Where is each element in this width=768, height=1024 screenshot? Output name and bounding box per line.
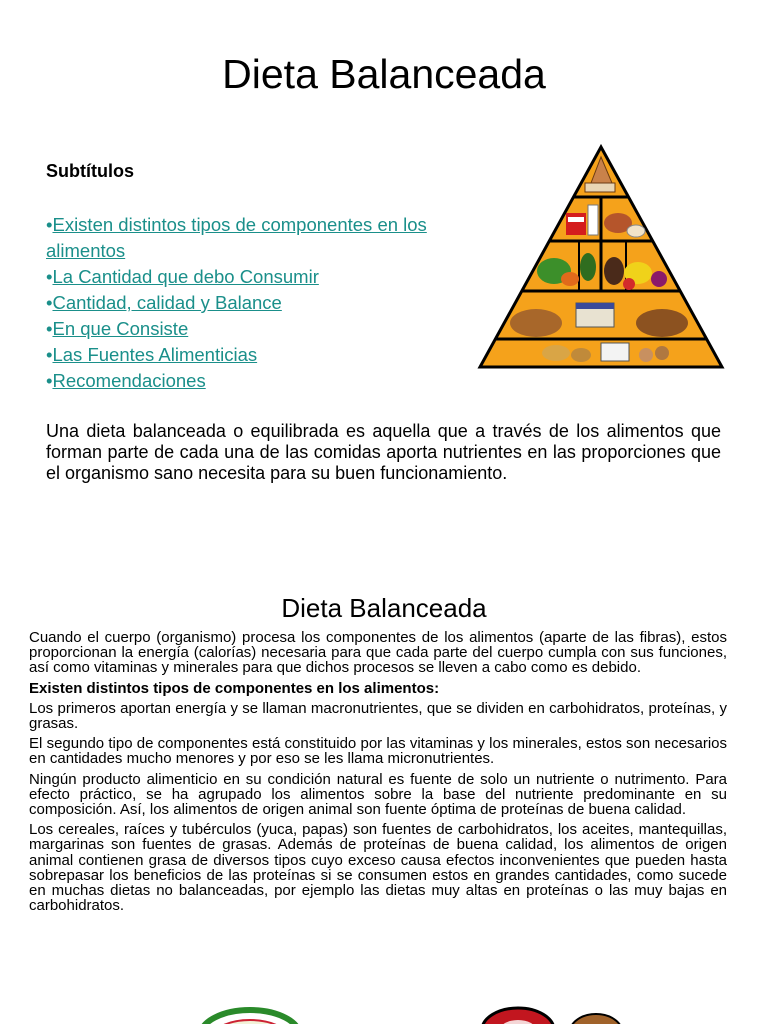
- bullet: •: [46, 266, 53, 287]
- bullet: •: [46, 344, 53, 365]
- meat-image: [478, 1000, 628, 1024]
- intro-paragraph: Una dieta balanceada o equilibrada es aquella que a través de los alimentos que forman parte de cada una de las comidas aporta nutrientes en las proporciones que el organismo sano necesita para su buen funcionamiento.: [46, 421, 721, 483]
- food-wheel-image: [198, 1004, 303, 1024]
- link-fuentes[interactable]: Las Fuentes Alimenticias: [52, 344, 258, 365]
- slide-2-title: Dieta Balanceada: [281, 593, 487, 623]
- link-componentes[interactable]: Existen distintos tipos de componentes en los alimentos: [46, 214, 427, 261]
- paragraph-micronutrients: El segundo tipo de componentes está constituido por las vitaminas y los minerales, estos son necesarios en cantidades mucho menores y por eso se les llama micronutrientes.: [29, 735, 727, 768]
- list-item: [46, 316, 466, 342]
- list-item: [46, 212, 466, 264]
- link-recomendaciones[interactable]: Recomendaciones: [52, 370, 206, 391]
- list-item: [46, 290, 466, 316]
- food-pyramid-image: [476, 143, 726, 379]
- subtitles-heading: Subtítulos: [46, 161, 134, 181]
- bullet: •: [46, 370, 53, 391]
- bullet: •: [46, 292, 53, 313]
- subtitle-links-list: [46, 212, 466, 394]
- slide-2: [0, 560, 768, 1024]
- link-calidad-balance[interactable]: Cantidad, calidad y Balance: [52, 292, 282, 313]
- paragraph-macronutrients: Los primeros aportan energía y se llaman macronutrientes, que se dividen en carbohidratos, proteínas, y grasas.: [29, 699, 727, 733]
- list-item: [46, 264, 466, 290]
- slide-2-body: [29, 630, 727, 918]
- link-en-que-consiste[interactable]: En que Consiste: [52, 318, 189, 339]
- list-item: [46, 368, 466, 394]
- list-item: [46, 342, 466, 368]
- paragraph-intro: Cuando el cuerpo (organismo) procesa los componentes de los alimentos (aparte de las fibras), estos proporcionan la energía (calorías) necesaria para que cada parte del cuerpo cumpla con sus funciones, así como vitaminas y minerales para que dichos procesos se lleven a cabo como es debido.: [29, 629, 727, 677]
- slide-1-title: Dieta Balanceada: [222, 51, 546, 97]
- bullet: •: [46, 214, 53, 235]
- bullet: •: [46, 318, 53, 339]
- paragraph-sources: Los cereales, raíces y tubérculos (yuca, papas) son fuentes de carbohidratos, los aceites, mantequillas, margarinas son fuentes de grasas. Además de proteínas de buena calidad, los alimentos de origen animal contienen grasa de diversos tipos cuyo exceso causa efectos inconvenientes que pueden hasta sobrepasar los beneficios de las proteínas si se consumen estos en grandes cantidades, como sucede en muchas dietas no balanceadas, por ejemplo las dietas muy altas en proteínas o las muy bajas en carbohidratos.: [29, 821, 727, 915]
- paragraph-food-groups: Ningún producto alimenticio en su condición natural es fuente de solo un nutriente o nutrimento. Para efecto práctico, se ha agrupado los alimentos sobre la base del nutriente predominante en su composición. Así, los alimentos de origen animal son fuente óptima de proteínas de buena calidad.: [29, 770, 727, 819]
- link-cantidad[interactable]: La Cantidad que debo Consumir: [52, 266, 319, 287]
- components-subheading: Existen distintos tipos de componentes en los alimentos:: [29, 679, 440, 697]
